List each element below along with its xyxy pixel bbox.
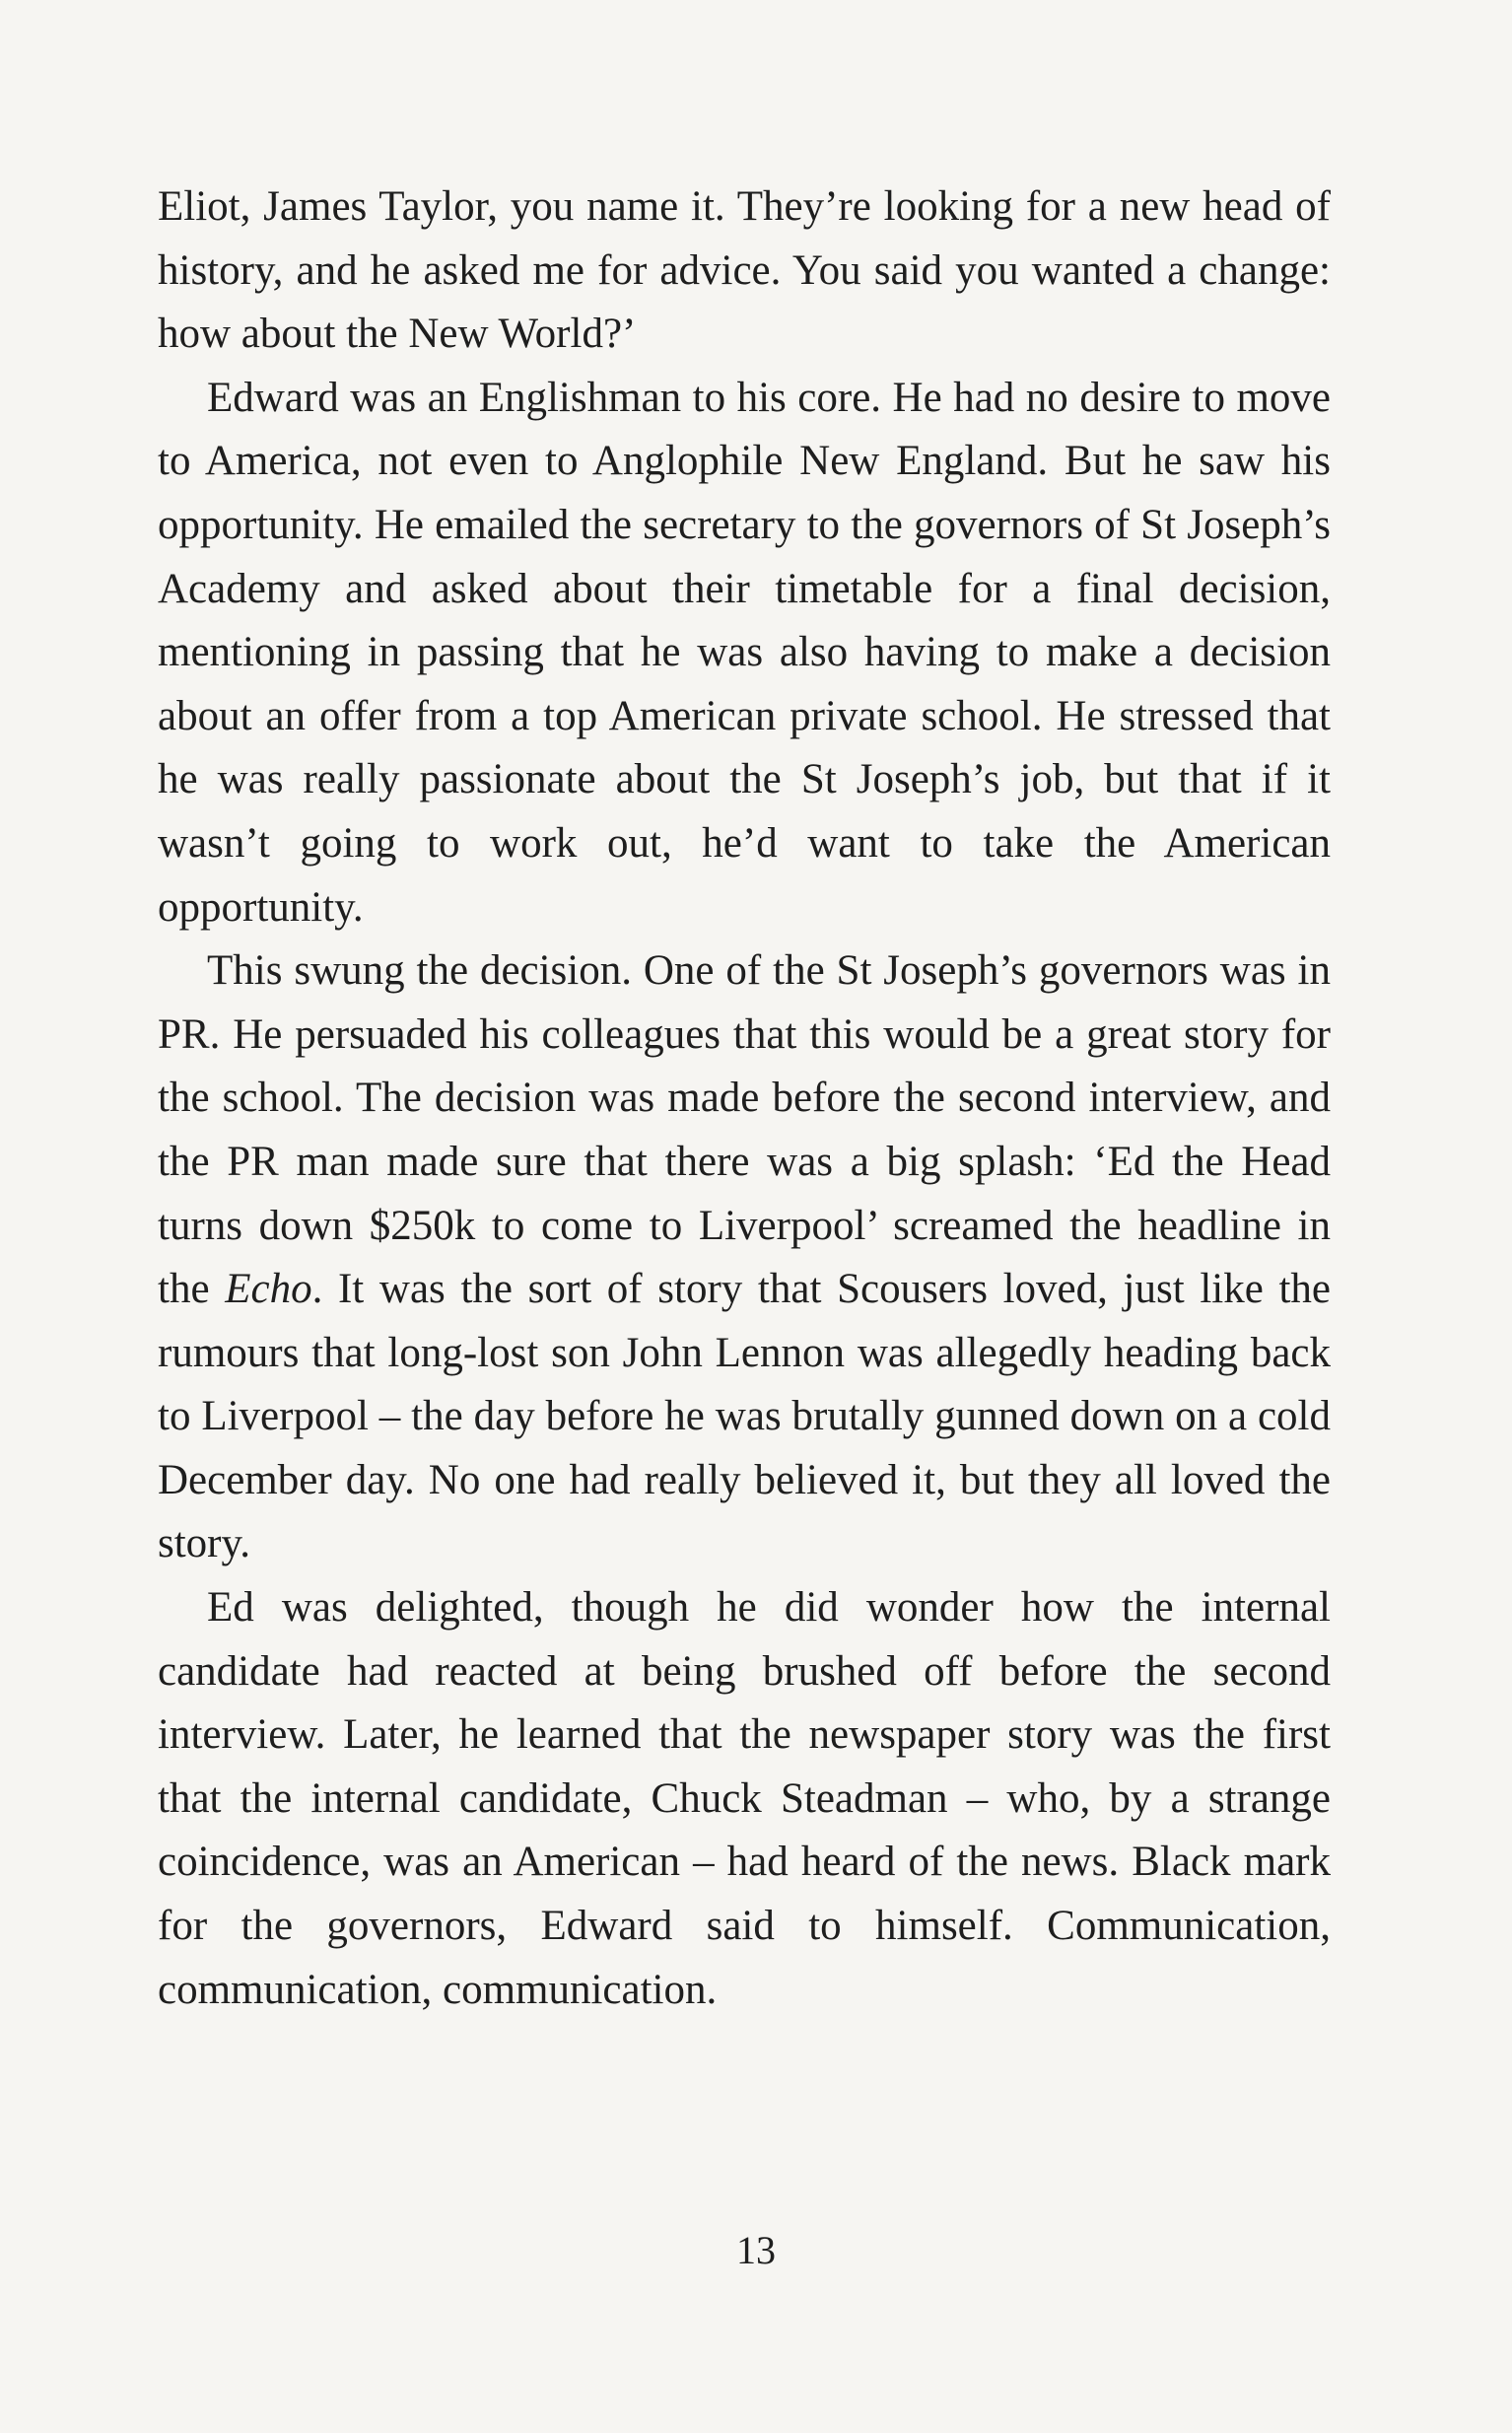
paragraph-2: [158, 367, 1331, 939]
paragraph-2-text: Edward was an Englishman to his core. He had no desire to move to America, not even to Anglophile New England. But he saw his opportunity. He emailed the secretary to the governors of St Joseph’s Academy and asked about their timetable for a final decision, mentioning in passing that he was also having to make a decision about an offer from a top American private school. He stressed that he was really passionate about the St Joseph’s job, but that if it wasn’t going to work out, he’d want to take the American opportunity.: [158, 374, 1331, 931]
paragraph-3-text-end: . It was the sort of story that Scousers loved, just like the rumours that long-lost son John Lennon was allegedly heading back to Liverpool – the day before he was brutally gunned down on a cold December day. No one had really believed it, but they all loved the story.: [158, 1266, 1332, 1567]
paragraph-1-text: Eliot, James Taylor, you name it. They’re looking for a new head of history, and he asked me for advice. You said you wanted a change: how about the New World?’: [158, 183, 1331, 358]
paragraph-4: [158, 1576, 1331, 2022]
body-text: [158, 175, 1331, 2022]
paragraph-1: [158, 175, 1331, 367]
newspaper-title: Echo: [225, 1266, 312, 1313]
paragraph-3: [158, 939, 1331, 1576]
paragraph-4-text: Ed was delighted, though he did wonder how the internal candidate had reacted at being brushed off before the second interview. Later, he learned that the newspaper story was the first that the internal candidate, Chuck Steadman – who, by a strange coincidence, was an American – had heard of the news. Black mark for the governors, Edward said to himself. Communication, communication, communication.: [158, 1584, 1331, 2013]
page-number: 13: [736, 2228, 776, 2272]
paragraph-3-text-start: This swung the decision. One of the St Joseph’s governors was in PR. He persuaded his colleagues that this would be a great story for the school. The decision was made before the second interview, and the PR man made sure that there was a big splash: ‘Ed the Head turns down $250k to come to Liverpool’ screamed the headline in the: [158, 947, 1331, 1313]
